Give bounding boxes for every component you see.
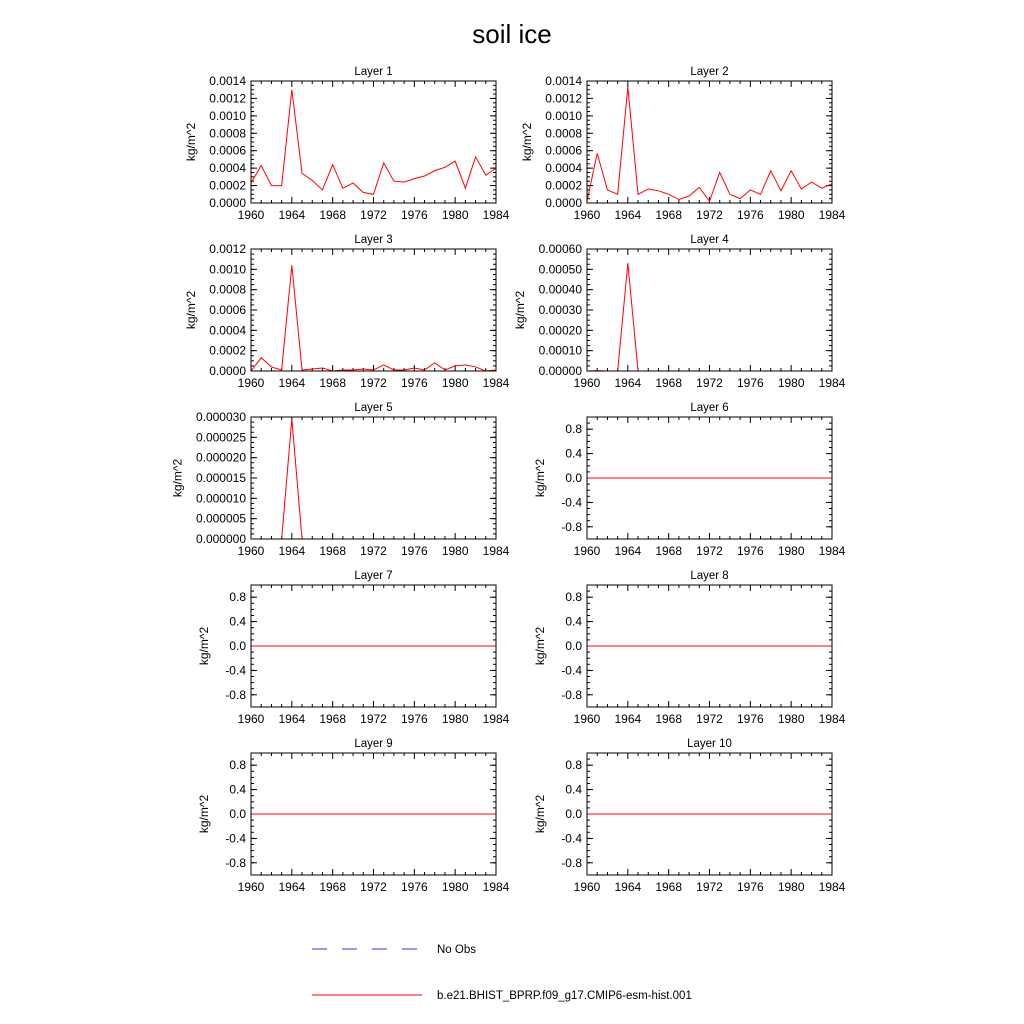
x-tick-label: 1984 [482, 712, 510, 726]
plot-frame [587, 81, 832, 203]
x-tick-label: 1976 [736, 208, 764, 222]
y-axis-label: kg/m^2 [519, 122, 534, 162]
y-tick-label: 0.0004 [545, 161, 582, 176]
y-tick-label: 0.0000 [209, 364, 246, 378]
y-tick-label: 0.000020 [195, 450, 246, 465]
y-tick-label: 0.000010 [195, 491, 246, 506]
y-tick-label: 0.00000 [538, 364, 582, 378]
panel-title: Layer 4 [690, 234, 729, 246]
y-tick-label: 0.0 [229, 807, 246, 821]
y-axis-label: kg/m^2 [183, 290, 198, 330]
y-axis-label: kg/m^2 [533, 626, 548, 666]
y-tick-label: 0.0010 [209, 262, 246, 277]
x-tick-label: 1976 [736, 880, 764, 894]
y-axis-label: kg/m^2 [197, 794, 212, 834]
y-tick-label: 0.000005 [195, 511, 246, 526]
y-tick-label: 0.0012 [209, 242, 246, 256]
x-tick-label: 1968 [655, 208, 683, 222]
x-tick-label: 1980 [441, 544, 469, 558]
x-tick-label: 1960 [573, 880, 601, 894]
x-tick-label: 1968 [655, 712, 683, 726]
y-axis-label: kg/m^2 [533, 794, 548, 834]
y-tick-label: 0.00030 [538, 303, 582, 317]
panel-layer-2 [520, 66, 846, 222]
x-tick-label: 1980 [777, 544, 805, 558]
y-tick-label: -0.8 [561, 855, 582, 870]
y-tick-label: 0.0006 [545, 143, 582, 158]
series-line [587, 87, 832, 201]
legend [312, 944, 692, 1002]
y-tick-label: 0.0006 [209, 303, 246, 317]
y-tick-label: 0.0008 [209, 282, 246, 297]
y-tick-label: 0.00040 [538, 282, 582, 297]
y-tick-label: -0.8 [225, 687, 246, 702]
y-tick-label: 0.0014 [545, 74, 582, 88]
x-tick-label: 1972 [360, 208, 387, 222]
x-tick-label: 1968 [319, 208, 347, 222]
x-tick-label: 1984 [818, 544, 846, 558]
series-line [587, 263, 832, 371]
x-tick-label: 1980 [441, 880, 469, 894]
y-tick-label: 0.0012 [545, 91, 582, 106]
panel-layer-9 [197, 738, 509, 894]
y-tick-label: 0.000015 [195, 471, 246, 485]
y-tick-label: -0.8 [561, 519, 582, 534]
y-tick-label: 0.000025 [195, 430, 246, 445]
panel-title: Layer 7 [354, 570, 393, 582]
y-tick-label: 0.8 [565, 422, 582, 437]
panel-title: Layer 3 [354, 234, 393, 246]
x-tick-label: 1964 [278, 712, 306, 726]
x-tick-label: 1980 [777, 208, 805, 222]
figure-title: soil ice [472, 19, 552, 49]
series-line [251, 265, 496, 371]
x-tick-label: 1976 [400, 880, 428, 894]
x-tick-label: 1976 [736, 712, 764, 726]
y-axis-label: kg/m^2 [183, 122, 198, 162]
panel-title: Layer 8 [690, 570, 729, 582]
series-line [251, 90, 496, 195]
x-tick-label: 1984 [818, 712, 846, 726]
y-tick-label: 0.8 [565, 590, 582, 605]
panel-layer-3 [184, 234, 510, 390]
x-tick-label: 1972 [360, 376, 387, 390]
panel-layer-4 [513, 234, 846, 390]
x-tick-label: 1960 [573, 208, 601, 222]
y-tick-label: -0.4 [561, 831, 582, 846]
y-axis-label: kg/m^2 [197, 626, 212, 666]
panel-grid [170, 66, 845, 894]
x-tick-label: 1964 [614, 544, 642, 558]
x-tick-label: 1960 [573, 544, 601, 558]
y-tick-label: 0.0008 [209, 126, 246, 141]
y-tick-label: 0.0 [565, 639, 582, 653]
x-tick-label: 1964 [278, 376, 306, 390]
y-tick-label: 0.8 [229, 758, 246, 773]
x-tick-label: 1980 [777, 880, 805, 894]
plot-frame [251, 81, 496, 203]
y-tick-label: 0.00010 [538, 343, 582, 358]
x-tick-label: 1980 [777, 712, 805, 726]
y-tick-label: 0.0 [229, 639, 246, 653]
panel-title: Layer 2 [690, 66, 729, 78]
x-tick-label: 1960 [573, 712, 601, 726]
x-tick-label: 1964 [278, 544, 306, 558]
y-tick-label: 0.0 [565, 807, 582, 821]
x-tick-label: 1972 [696, 880, 723, 894]
x-tick-label: 1960 [237, 544, 265, 558]
x-tick-label: 1972 [696, 376, 723, 390]
legend-label: No Obs [437, 944, 476, 956]
y-tick-label: 0.00060 [538, 242, 582, 256]
y-tick-label: 0.0004 [209, 323, 246, 338]
y-tick-label: 0.000000 [195, 532, 246, 546]
x-tick-label: 1964 [614, 376, 642, 390]
y-tick-label: 0.000030 [195, 410, 246, 424]
x-tick-label: 1984 [482, 376, 510, 390]
plot-frame [251, 417, 496, 539]
y-tick-label: 0.0010 [545, 108, 582, 123]
y-tick-label: -0.4 [225, 663, 246, 678]
x-tick-label: 1984 [482, 544, 510, 558]
panel-layer-5 [170, 402, 509, 558]
series-line [251, 419, 496, 539]
y-tick-label: 0.0002 [209, 343, 246, 358]
y-tick-label: -0.4 [561, 495, 582, 510]
x-tick-label: 1960 [237, 880, 265, 894]
panel-layer-6 [533, 402, 845, 558]
x-tick-label: 1968 [319, 880, 347, 894]
y-tick-label: 0.00020 [538, 323, 582, 338]
panel-title: Layer 6 [690, 402, 729, 414]
y-tick-label: 0.8 [229, 590, 246, 605]
x-tick-label: 1984 [818, 880, 846, 894]
x-tick-label: 1960 [573, 376, 601, 390]
y-tick-label: 0.0000 [209, 196, 246, 210]
y-tick-label: 0.4 [565, 782, 582, 797]
y-tick-label: 0.0006 [209, 143, 246, 158]
panel-layer-8 [533, 570, 845, 726]
y-tick-label: 0.0000 [545, 196, 582, 210]
x-tick-label: 1964 [278, 880, 306, 894]
x-tick-label: 1976 [400, 712, 428, 726]
x-tick-label: 1976 [400, 208, 428, 222]
panel-title: Layer 10 [687, 738, 732, 750]
panel-title: Layer 9 [354, 738, 393, 750]
y-tick-label: 0.0008 [545, 126, 582, 141]
x-tick-label: 1984 [482, 880, 510, 894]
x-tick-label: 1972 [696, 712, 723, 726]
x-tick-label: 1968 [319, 544, 347, 558]
y-axis-label: kg/m^2 [170, 458, 185, 498]
x-tick-label: 1984 [818, 208, 846, 222]
y-tick-label: 0.0002 [545, 178, 582, 193]
x-tick-label: 1964 [614, 208, 642, 222]
y-tick-label: -0.4 [225, 831, 246, 846]
y-tick-label: 0.0002 [209, 178, 246, 193]
x-tick-label: 1972 [360, 544, 387, 558]
y-tick-label: 0.4 [229, 782, 246, 797]
y-tick-label: 0.00050 [538, 262, 582, 277]
panel-layer-1 [184, 66, 510, 222]
x-tick-label: 1968 [655, 376, 683, 390]
x-tick-label: 1968 [319, 712, 347, 726]
x-tick-label: 1972 [696, 544, 723, 558]
x-tick-label: 1976 [400, 376, 428, 390]
x-tick-label: 1968 [655, 544, 683, 558]
y-tick-label: 0.0 [565, 471, 582, 485]
x-tick-label: 1980 [441, 712, 469, 726]
x-tick-label: 1960 [237, 712, 265, 726]
y-tick-label: 0.4 [565, 614, 582, 629]
x-tick-label: 1984 [482, 208, 510, 222]
y-tick-label: -0.8 [225, 855, 246, 870]
y-tick-label: -0.8 [561, 687, 582, 702]
x-tick-label: 1964 [278, 208, 306, 222]
x-tick-label: 1968 [655, 880, 683, 894]
y-tick-label: 0.0004 [209, 161, 246, 176]
y-tick-label: 0.4 [565, 446, 582, 461]
x-tick-label: 1960 [237, 208, 265, 222]
panel-layer-10 [533, 738, 845, 894]
x-tick-label: 1980 [441, 208, 469, 222]
y-tick-label: 0.0012 [209, 91, 246, 106]
x-tick-label: 1968 [319, 376, 347, 390]
x-tick-label: 1960 [237, 376, 265, 390]
x-tick-label: 1972 [360, 712, 387, 726]
y-tick-label: 0.0010 [209, 108, 246, 123]
x-tick-label: 1980 [777, 376, 805, 390]
x-tick-label: 1980 [441, 376, 469, 390]
x-tick-label: 1976 [736, 376, 764, 390]
x-tick-label: 1964 [614, 880, 642, 894]
y-tick-label: 0.0014 [209, 74, 246, 88]
legend-label: b.e21.BHIST_BPRP.f09_g17.CMIP6-esm-hist.001 [437, 990, 692, 1002]
x-tick-label: 1976 [736, 544, 764, 558]
panel-title: Layer 5 [354, 402, 393, 414]
y-tick-label: -0.4 [561, 663, 582, 678]
y-axis-label: kg/m^2 [513, 290, 528, 330]
y-axis-label: kg/m^2 [533, 458, 548, 498]
y-tick-label: 0.4 [229, 614, 246, 629]
x-tick-label: 1964 [614, 712, 642, 726]
y-tick-label: 0.8 [565, 758, 582, 773]
x-tick-label: 1972 [696, 208, 723, 222]
x-tick-label: 1972 [360, 880, 387, 894]
x-tick-label: 1984 [818, 376, 846, 390]
x-tick-label: 1976 [400, 544, 428, 558]
panel-layer-7 [197, 570, 509, 726]
panel-title: Layer 1 [354, 66, 393, 78]
